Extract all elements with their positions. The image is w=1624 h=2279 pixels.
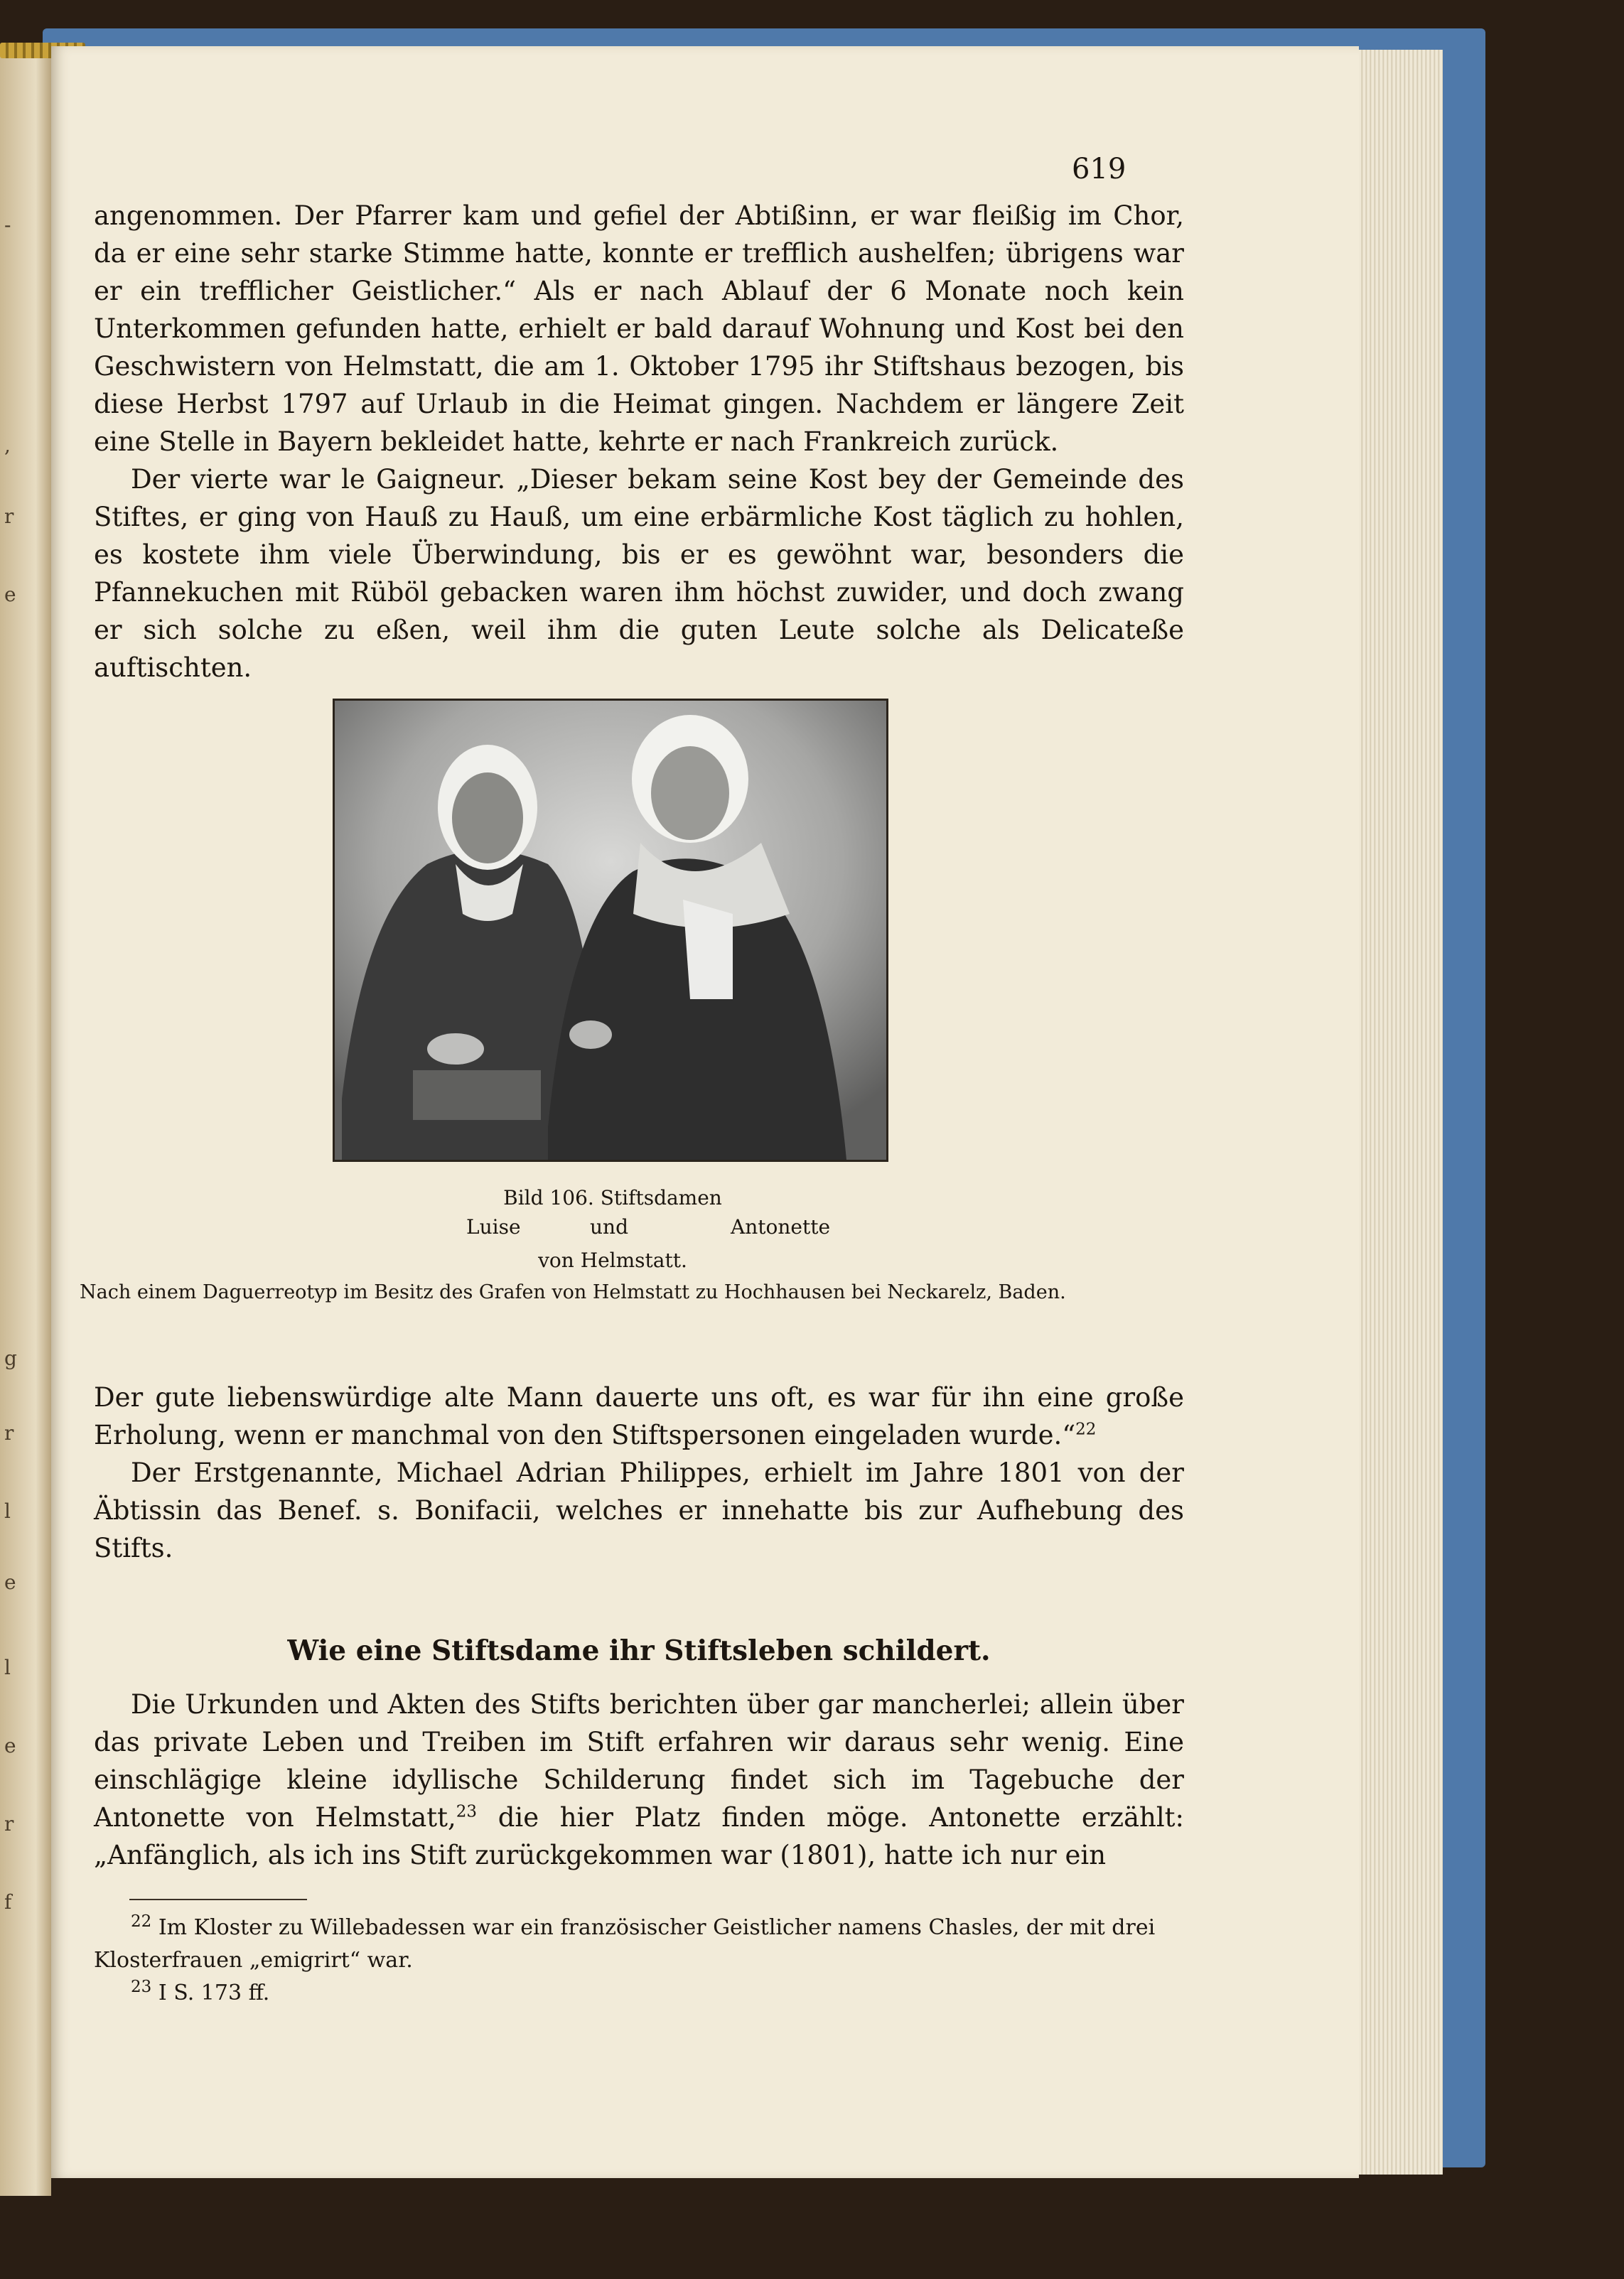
- daguerreotype-image: [335, 701, 886, 1160]
- facing-page-edge: [0, 50, 51, 2196]
- facing-page-fragment: r: [4, 1812, 14, 1836]
- caption-family: von Helmstatt.: [538, 1249, 687, 1272]
- figure-caption-title: Bild 106. Stiftsdamen: [503, 1186, 722, 1209]
- footnote-rule: [129, 1899, 307, 1900]
- paragraph: Der Erstgenannte, Michael Adrian Philippes, erhielt im Jahre 1801 von der Äbtissin das Benef. s. Bonifacii, welches er innehatte bis zur Aufhebung des Stifts.: [94, 1458, 1184, 1563]
- caption-and: und: [590, 1215, 628, 1239]
- paragraph: angenommen. Der Pfarrer kam und gefiel der Abtißinn, er war fleißig im Chor, da er eine sehr starke Stimme hatte, konnte er trefflich aushelfen; übrigens war er ein trefflicher Geistlicher.“ Als er nach Ablauf der 6 Monate noch kein Unterkommen gefunden hatte, erhielt er bald darauf Wohnung und Kost bei den Geschwistern von Helmstatt, die am 1. Oktober 1795 ihr Stiftshaus bezogen, bis diese Herbst 1797 auf Urlaub in die Heimat gingen. Nachdem er längere Zeit eine Stelle in Bayern bekleidet hatte, kehrte er nach Frankreich zurück.: [94, 200, 1184, 457]
- lower-text: [94, 1686, 1184, 1874]
- paragraph-text: die hier Platz finden möge. Antonette erzählt: „Anfänglich, als ich ins Stift zurückgekommen war (1801), hatte ich nur ein: [94, 1802, 1184, 1870]
- facing-page-fragment: r: [4, 505, 14, 528]
- book-page: [51, 46, 1359, 2178]
- paragraph-text: Die Urkunden und Akten des Stifts berichten über gar mancherlei; allein über das private Leben und Treiben im Stift erfahren wir daraus sehr wenig. Eine einschlägige kleine idyllische Schilderung findet sich im Tagebuche der Antonette von Helmstatt,: [94, 1689, 1184, 1833]
- facing-page-fragment: r: [4, 1421, 14, 1445]
- paragraph: [94, 1686, 1184, 1874]
- facing-page-fragment: l: [4, 1499, 11, 1523]
- facing-page-fragment: ,: [4, 433, 11, 457]
- facing-page-fragment: e: [4, 583, 16, 606]
- facing-page-fragment: e: [4, 1734, 16, 1757]
- caption-name-right: Antonette: [731, 1215, 831, 1239]
- page-edges: [1350, 50, 1443, 2175]
- middle-text: [94, 1379, 1184, 1567]
- facing-page-fragment: e: [4, 1570, 16, 1594]
- footnotes: [94, 1912, 1184, 2010]
- page-number: 619: [1072, 153, 1126, 185]
- footnote-number: 22: [131, 1912, 152, 1931]
- caption-name-left: Luise: [466, 1215, 521, 1239]
- footnote-number: 23: [131, 1978, 152, 1996]
- paragraph: Der vierte war le Gaigneur. „Dieser bekam seine Kost bey der Gemeinde des Stiftes, er ging von Hauß zu Hauß, um eine erbärmliche Kost täglich zu hohlen, es kostete ihm viele Überwindung, bis er es gewöhnt war, besonders die Pfannekuchen mit Rüböl gebacken waren ihm höchst zuwider, und doch zwang er sich solche zu eßen, weil ihm die guten Leute solche als Delicateße auftischten.: [94, 464, 1184, 683]
- footnote-text: Im Kloster zu Willebadessen war ein französischer Geistlicher namens Chasles, der mit drei Klosterfrauen „emigrirt“ war.: [94, 1915, 1156, 1973]
- figure-photo: [333, 699, 888, 1162]
- facing-page-fragment: g: [4, 1347, 17, 1370]
- footnote-text: I S. 173 ff.: [158, 1981, 270, 2005]
- facing-page-fragment: f: [4, 1890, 12, 1914]
- footnote: [94, 1912, 1184, 1977]
- facing-page-fragment: -: [4, 213, 11, 237]
- section-heading: Wie eine Stiftsdame ihr Stiftsleben schildert.: [287, 1634, 991, 1667]
- upper-text: [94, 197, 1184, 686]
- footnote-ref: 22: [1075, 1420, 1097, 1439]
- paragraph: [94, 1379, 1184, 1454]
- footnote-ref: 23: [456, 1802, 478, 1821]
- paragraph-text: Der gute liebenswürdige alte Mann dauerte uns oft, es war für ihn eine große Erholung, wenn er manchmal von den Stiftspersonen eingeladen wurde.“: [94, 1382, 1184, 1450]
- footnote: [94, 1977, 1184, 2010]
- facing-page-fragment: l: [4, 1656, 11, 1679]
- figure-source: Nach einem Daguerreotyp im Besitz des Grafen von Helmstatt zu Hochhausen bei Neckarelz, Baden.: [80, 1281, 1066, 1303]
